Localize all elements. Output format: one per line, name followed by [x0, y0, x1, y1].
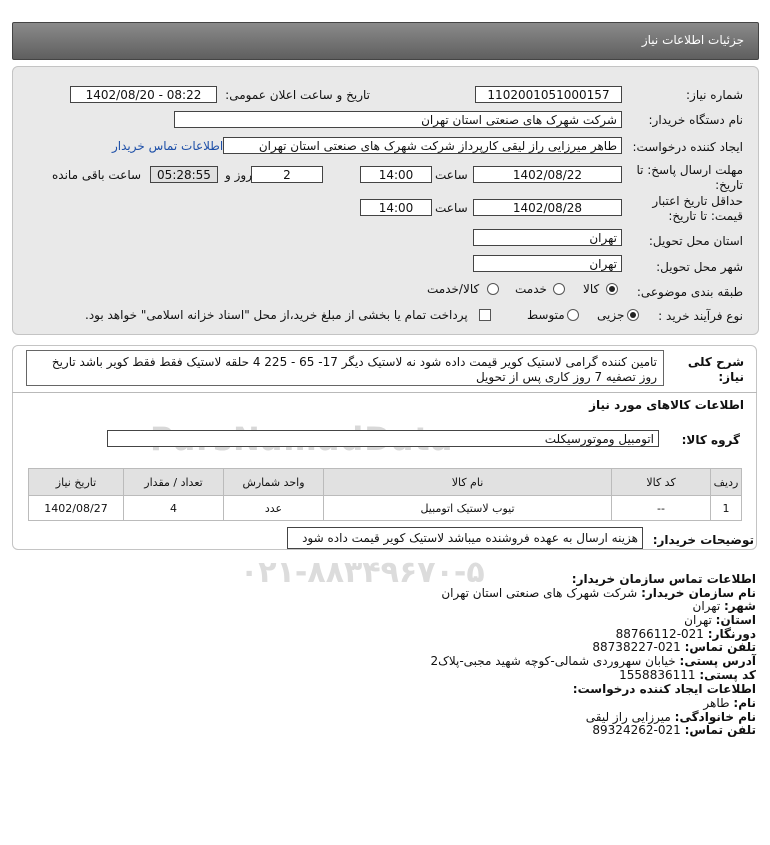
deadline-label-line2: تاریخ:: [715, 178, 743, 192]
process-option-minor: جزیی: [597, 308, 625, 322]
first-name-label: نام:: [733, 696, 756, 710]
col-item-name: نام کالا: [324, 469, 612, 496]
item-code: --: [612, 496, 711, 521]
item-name: تیوب لاستیک اتومبیل: [324, 496, 612, 521]
col-quantity: تعداد / مقدار: [124, 469, 224, 496]
first-name: طاهر: [703, 696, 730, 710]
category-label: طبقه بندی موضوعی:: [636, 285, 743, 299]
phone-label: تلفن تماس:: [684, 640, 756, 654]
contact-postal-line: [619, 668, 756, 682]
contact-address-line: [430, 654, 756, 668]
category-radio-goods[interactable]: [606, 283, 618, 295]
contact-phone-line: [592, 640, 756, 654]
postal-address: خیابان سهروردی شمالی-کوچه شهید مجبی-پلاک2: [430, 654, 676, 668]
requester-field: طاهر میرزایی راز لیقی کارپرداز شرکت شهرک های صنعتی استان تهران: [223, 137, 622, 154]
creator-phone: 021-89324262: [592, 723, 681, 737]
phone-number: 021-88738227: [592, 640, 681, 654]
contact-city-line: [693, 599, 756, 613]
category-option-goods-service: کالا/خدمت: [427, 282, 480, 296]
creator-first-name-line: [703, 696, 756, 710]
province-label: استان محل تحویل:: [648, 234, 743, 248]
goods-table: [28, 468, 742, 521]
treasury-payment-note: پرداخت تمام یا بخشی از مبلغ خرید،از محل "اسناد خزانه اسلامی" خواهد بود.: [85, 308, 468, 322]
treasury-payment-checkbox[interactable]: [479, 309, 491, 321]
announce-datetime-label: تاریخ و ساعت اعلان عمومی:: [225, 88, 370, 102]
contact-province-line: [684, 613, 756, 627]
contact-org-line: [441, 586, 756, 600]
buyer-contact-link[interactable]: اطلاعات تماس خریدار: [112, 139, 224, 153]
validity-time-label: ساعت: [435, 201, 468, 215]
deadline-time-field: 14:00: [360, 166, 432, 183]
process-type-label: نوع فرآیند خرید :: [658, 309, 743, 323]
days-remaining-field: 2: [251, 166, 323, 183]
description-label-line2: نیاز:: [718, 370, 744, 384]
process-option-medium: متوسط: [527, 308, 565, 322]
province-field: تهران: [473, 229, 622, 246]
deadline-date-field: 1402/08/22: [473, 166, 622, 183]
creator-last-name-line: [586, 710, 756, 724]
fax-number: 021-88766112: [615, 627, 704, 641]
city-field: تهران: [473, 255, 622, 272]
deadline-time-label: ساعت: [435, 168, 468, 182]
deadline-label-line1: مهلت ارسال پاسخ: تا: [636, 163, 743, 177]
row-number: 1: [711, 496, 742, 521]
creator-title-line: [573, 682, 756, 696]
need-number-label: شماره نیاز:: [686, 88, 743, 102]
postal-code-label: کد پستی:: [699, 668, 756, 682]
org-name: شرکت شهرک های صنعتی استان تهران: [441, 586, 638, 600]
goods-group-field: اتومبیل وموتورسیکلت: [107, 430, 659, 447]
buyer-org-field: شرکت شهرک های صنعتی استان تهران: [174, 111, 622, 128]
creator-phone-label: تلفن تماس:: [684, 723, 756, 737]
contact-city: تهران: [692, 599, 721, 613]
category-option-service: خدمت: [515, 282, 547, 296]
org-name-label: نام سازمان خریدار:: [641, 586, 756, 600]
col-item-code: کد کالا: [612, 469, 711, 496]
table-row: [29, 496, 742, 521]
col-unit: واحد شمارش: [224, 469, 324, 496]
process-radio-medium[interactable]: [567, 309, 579, 321]
process-radio-minor[interactable]: [627, 309, 639, 321]
category-radio-service[interactable]: [553, 283, 565, 295]
page-header: [12, 22, 759, 60]
item-unit: عدد: [224, 496, 324, 521]
item-quantity: 4: [124, 496, 224, 521]
description-label-line1: شرح کلی: [687, 355, 744, 369]
validity-label-line2: قیمت: تا تاریخ:: [668, 209, 743, 223]
contact-province-label: استان:: [715, 613, 756, 627]
contact-province: تهران: [684, 613, 712, 627]
days-label: روز و: [225, 168, 252, 182]
contact-fax-line: [616, 627, 756, 641]
need-number-field: 1102001051000157: [475, 86, 622, 103]
goods-table-header: [29, 469, 742, 496]
validity-label-line1: حداقل تاریخ اعتبار: [652, 194, 743, 208]
page-title: جزئیات اطلاعات نیاز: [641, 33, 744, 47]
buyer-org-label: نام دستگاه خریدار:: [648, 113, 743, 127]
address-label: آدرس پستی:: [679, 654, 756, 668]
category-radio-goods-service[interactable]: [487, 283, 499, 295]
category-option-goods: کالا: [583, 282, 600, 296]
watermark-phone: ۰۲۱-۸۸۳۴۹۶۷۰-۵: [240, 555, 485, 590]
validity-date-field: 1402/08/28: [473, 199, 622, 216]
contact-city-label: شهر:: [724, 599, 756, 613]
col-need-date: تاریخ نیاز: [29, 469, 124, 496]
description-text: تامین کننده گرامی لاستیک کویر قیمت داده شود نه لاستیک دیگر 17- 65 - 225 4 حلقه لاستیک فقط فقط کویر باشد تاریخ روز تصفیه 7 روز کاری پس از تحویل: [26, 350, 664, 386]
remaining-time-label: ساعت باقی مانده: [52, 168, 142, 182]
postal-code: 1558836111: [619, 668, 696, 682]
announce-datetime-field: 1402/08/20 - 08:22: [70, 86, 217, 103]
contact-title-text: اطلاعات تماس سازمان خریدار:: [571, 572, 756, 586]
goods-group-label: گروه کالا:: [681, 433, 740, 447]
col-row-number: ردیف: [711, 469, 742, 496]
last-name: میرزایی راز لیقی: [585, 710, 671, 724]
creator-title: اطلاعات ایجاد کننده درخواست:: [572, 682, 756, 696]
fax-label: دورنگار:: [707, 627, 756, 641]
last-name-label: نام خانوادگی:: [674, 710, 756, 724]
remaining-time-field: 05:28:55: [150, 166, 218, 183]
contact-title: [572, 572, 756, 586]
buyer-notes-field: هزینه ارسال به عهده فروشنده میباشد لاستیک کویر قیمت داده شود: [287, 527, 643, 549]
goods-section-title: اطلاعات کالاهای مورد نیاز: [589, 398, 744, 412]
validity-time-field: 14:00: [360, 199, 432, 216]
city-label: شهر محل تحویل:: [656, 260, 743, 274]
requester-label: ایجاد کننده درخواست:: [632, 140, 743, 154]
section-divider: [12, 392, 757, 393]
buyer-notes-label: توضیحات خریدار:: [652, 533, 754, 547]
item-need-date: 1402/08/27: [29, 496, 124, 521]
creator-phone-line: [592, 723, 756, 737]
